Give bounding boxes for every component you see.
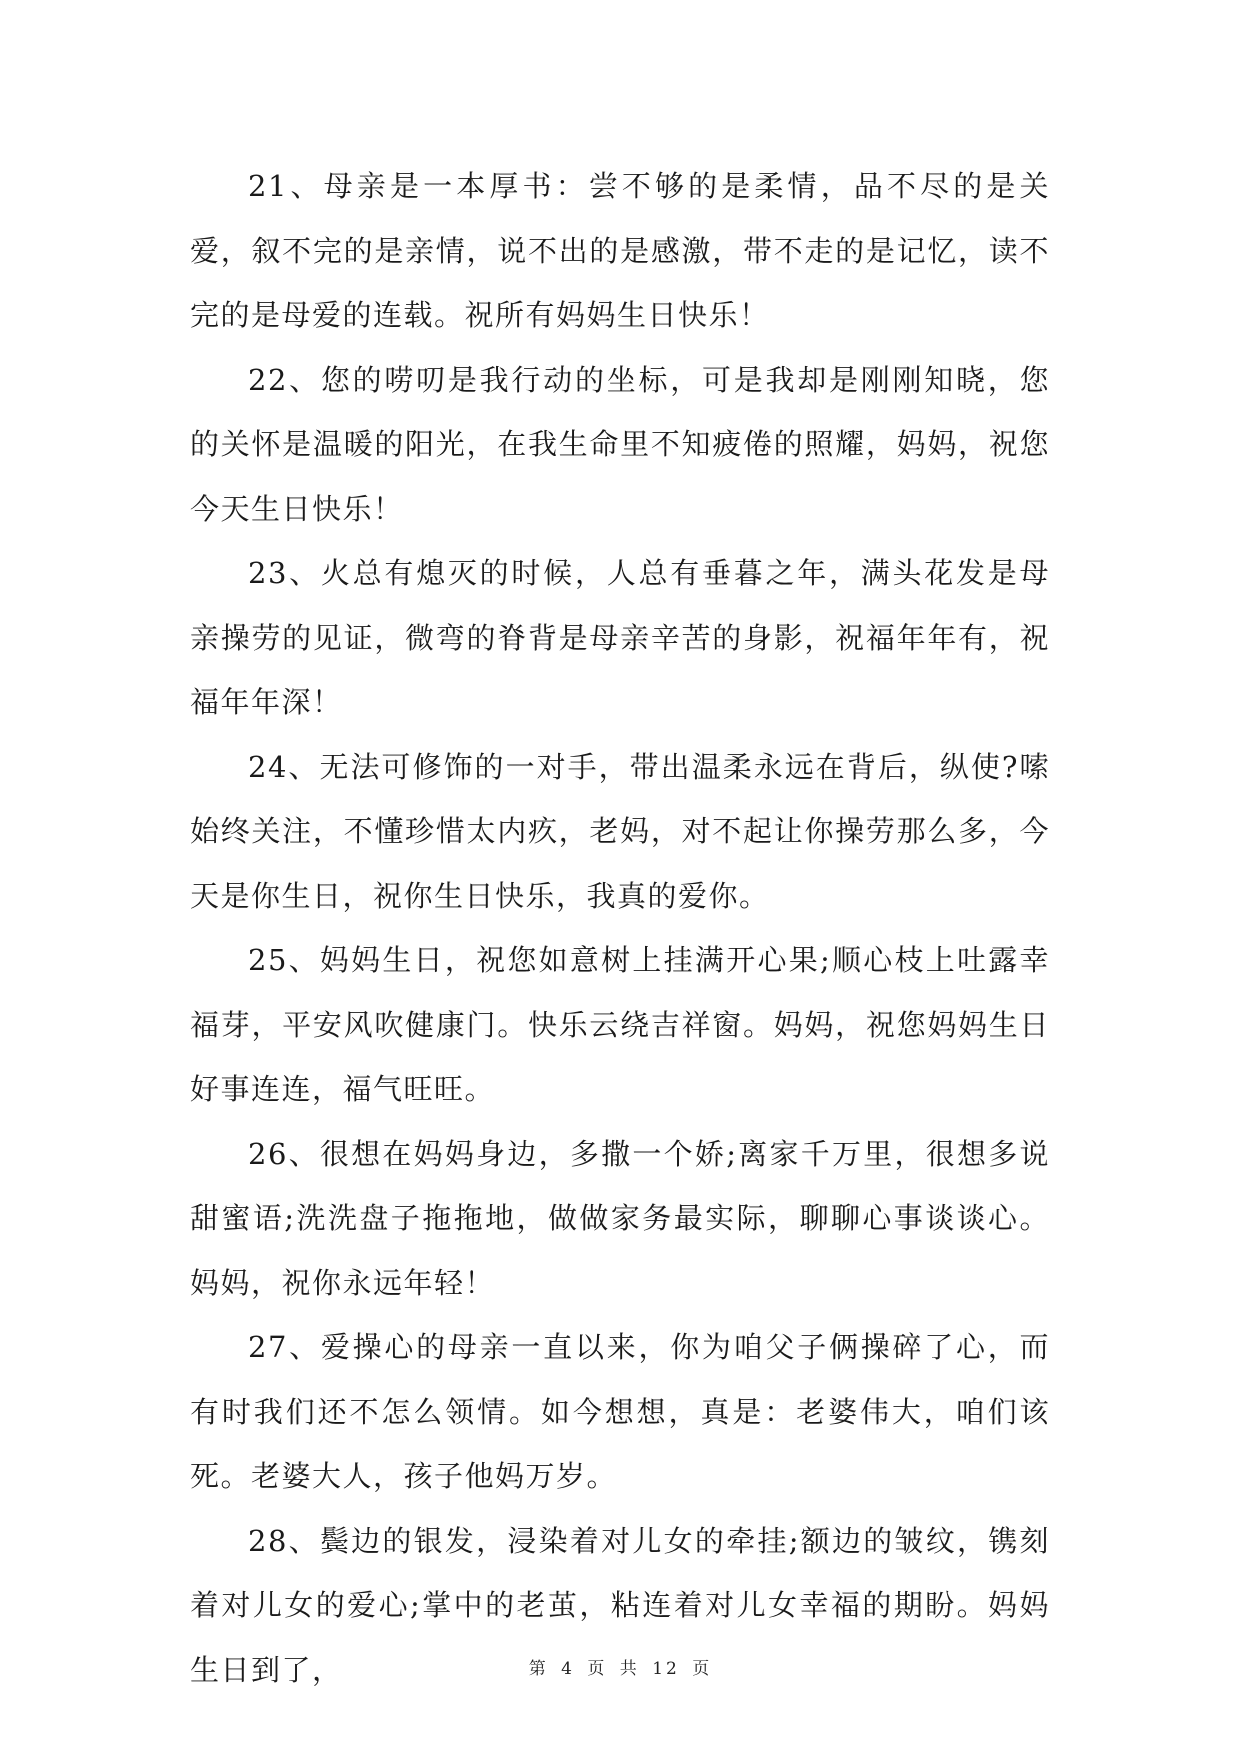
document-body: [190, 154, 1050, 1702]
paragraph-24: 24、无法可修饰的一对手，带出温柔永远在背后，纵使?嗦始终关注，不懂珍惜太内疚，老妈，对不起让你操劳那么多，今天是你生日，祝你生日快乐，我真的爱你。: [190, 749, 1050, 913]
paragraph-22: 22、您的唠叨是我行动的坐标，可是我却是刚刚知晓，您的关怀是温暖的阳光，在我生命里不知疲倦的照耀，妈妈，祝您今天生日快乐！: [190, 362, 1050, 526]
footer-total-word: 共: [619, 1659, 640, 1679]
footer-prefix: 第: [528, 1659, 549, 1679]
footer-total-pages: 12: [652, 1659, 680, 1679]
footer-suffix: 页: [692, 1659, 713, 1679]
footer-current-page: 4: [561, 1659, 575, 1679]
paragraph-25: 25、妈妈生日，祝您如意树上挂满开心果;顺心枝上吐露幸福芽，平安风吹健康门。快乐云绕吉祥窗。妈妈，祝您妈妈生日好事连连，福气旺旺。: [190, 943, 1050, 1106]
paragraph-26: 26、很想在妈妈身边，多撒一个娇;离家千万里，很想多说甜蜜语;洗洗盘子拖拖地，做做家务最实际，聊聊心事谈谈心。妈妈，祝你永远年轻！: [190, 1136, 1050, 1300]
paragraph-27: 27、爱操心的母亲一直以来，你为咱父子俩操碎了心，而有时我们还不怎么领情。如今想想，真是：老婆伟大，咱们该死。老婆大人，孩子他妈万岁。: [190, 1330, 1050, 1493]
paragraph-21: 21、母亲是一本厚书：尝不够的是柔情，品不尽的是关爱，叙不完的是亲情，说不出的是感激，带不走的是记忆，读不完的是母爱的连载。祝所有妈妈生日快乐！: [190, 169, 1050, 332]
page-footer: [0, 1654, 1241, 1679]
footer-page-word: 页: [587, 1659, 608, 1679]
paragraph-23: 23、火总有熄灭的时候，人总有垂暮之年，满头花发是母亲操劳的见证，微弯的脊背是母亲辛苦的身影，祝福年年有，祝福年年深！: [190, 556, 1050, 719]
paragraph-28: 28、鬓边的银发，浸染着对儿女的牵挂;额边的皱纹，镌刻着对儿女的爱心;掌中的老茧，粘连着对儿女幸福的期盼。妈妈生日到了，: [190, 1523, 1050, 1687]
